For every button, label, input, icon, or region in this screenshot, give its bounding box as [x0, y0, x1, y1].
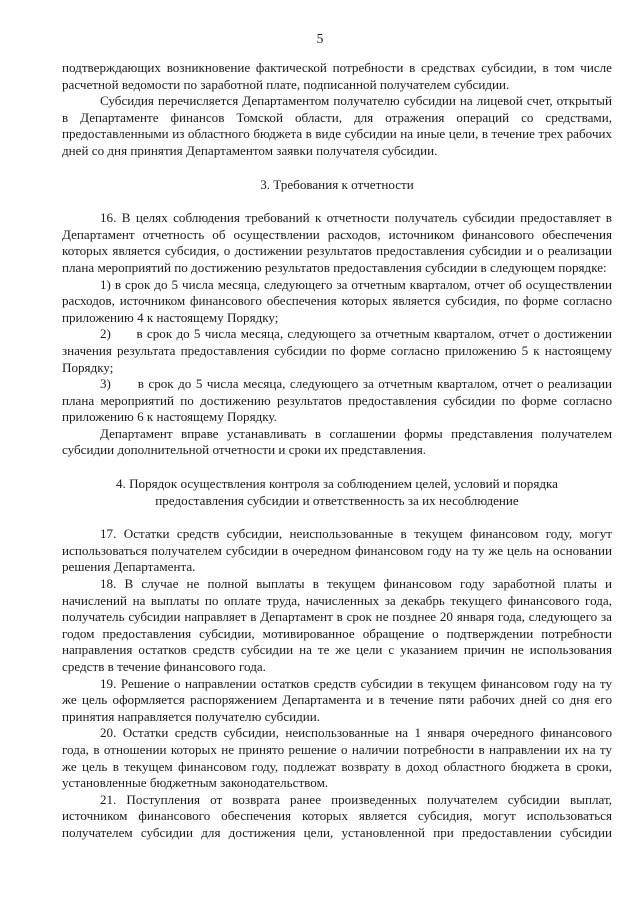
intro-paragraph-continued: подтверждающих возникновение фактической потребности в средствах субсидии, в том числе расчетной ведомости по заработной плате, подписанной получателем субсидии.: [62, 60, 612, 92]
paragraph-20: 20. Остатки средств субсидии, неиспользованные на 1 января очередного финансового года, в отношении которых не принято решение о наличии потребности в направлении их на ту же цель в текущем финансовом году, подлежат возврату в доход областного бюджета в сроки, установленные бюджетным законодательством.: [62, 725, 612, 791]
paragraph-16: 16. В целях соблюдения требований к отчетности получатель субсидии предоставляет в Департамент отчетность об осуществлении расходов, источником финансового обеспечения которых является субсидия, о достижении результатов предоставления субсидии и о реализации плана мероприятий по достижению результатов предоставления субсидии в следующем порядке:: [62, 210, 612, 275]
paragraph-16-item-1: 1) в срок до 5 числа месяца, следующего за отчетным кварталом, отчет об осуществлении расходов, источником финансового обеспечения которых является субсидия, по форме согласно приложению 4 к настоящему Порядку;: [62, 276, 612, 325]
intro-paragraph-transfer: Субсидия перечисляется Департаментом получателю субсидии на лицевой счет, открытый в Департаменте финансов Томской области, для отражения операций со средствами, предоставленными из областного бюджета в виде субсидии на иные цели, в течение трех рабочих дней со дня принятия Департаментом заявки получателя субсидии.: [62, 93, 612, 158]
section-4-heading-line-2: предоставления субсидии и ответственность за их несоблюдение: [155, 492, 519, 508]
section-4-heading-line-1: 4. Порядок осуществления контроля за соблюдением целей, условий и порядка: [115, 476, 558, 492]
page-number: 5: [316, 31, 324, 46]
paragraph-21: 21. Поступления от возврата ранее произведенных получателем субсидии выплат, источником финансового обеспечения которых является субсидия, могут использоваться получателем субсидии для достижения цели, установленной при предоставлении субсидии: [62, 791, 612, 840]
paragraph-16-note: Департамент вправе устанавливать в соглашении формы представления получателем субсидии дополнительной отчетности и сроки их представления.: [62, 425, 612, 458]
paragraph-18: 18. В случае не полной выплаты в текущем финансовом году заработной платы и начислений на выплаты по оплате труда, начисленных за декабрь текущего финансового года, получатель субсидии направляет в Департамент в срок не позднее 20 января года, следующего за годом предоставления субсидии, мотивированное обращение о подтверждении потребности направления остатков средств субсидии на те же цели с указанием причин не использования средств в течение финансового года.: [62, 576, 612, 674]
paragraph-16-item-3: 3) в срок до 5 числа месяца, следующего за отчетным кварталом, отчет о реализации плана мероприятий по достижению результатов предоставления субсидии по форме согласно приложению 6 к настоящему Порядку.: [62, 376, 616, 425]
paragraph-16-item-2: 2) в срок до 5 числа месяца, следующего за отчетным кварталом, отчет о достижении значения результата предоставления субсидии по форме согласно приложению 5 к настоящему Порядку;: [62, 326, 616, 375]
paragraph-19: 19. Решение о направлении остатков средств субсидии в текущем финансовом году на ту же цель оформляется распоряжением Департамента и в течение пяти рабочих дней со дня его принятия направляется получателю субсидии.: [62, 675, 612, 724]
document-body: [62, 60, 616, 842]
section-3-heading: 3. Требования к отчетности: [260, 176, 414, 192]
paragraph-17: 17. Остатки средств субсидии, неиспользованные в текущем финансовом году, могут использоваться получателем субсидии в очередном финансовом году на ту же цель на основании решения Департамента.: [62, 526, 612, 575]
